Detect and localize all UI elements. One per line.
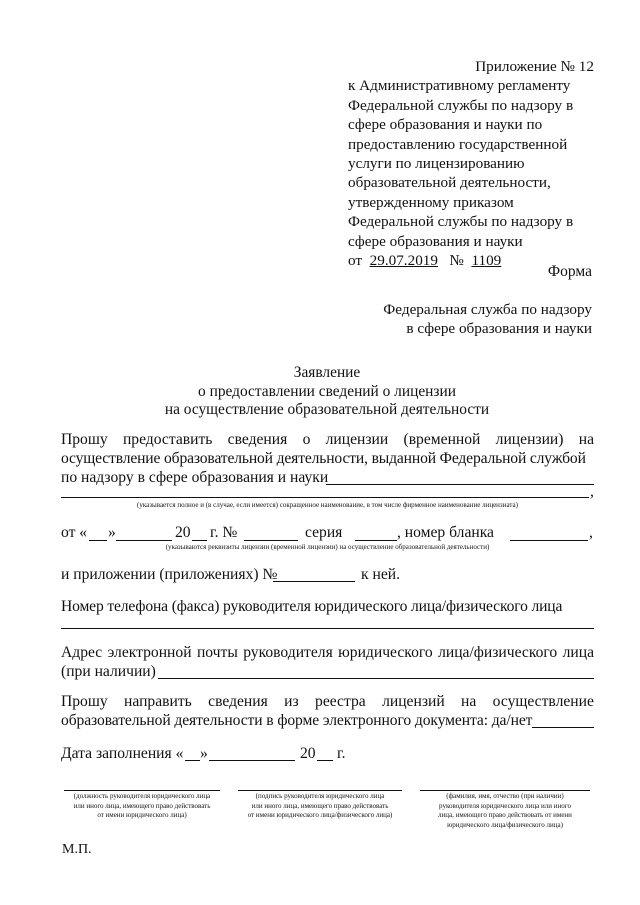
appendix-line: утвержденному приказом [348, 193, 514, 211]
appendix-line: сфере образования и науки [348, 232, 523, 250]
licensee-name-field[interactable] [326, 484, 594, 485]
appendices-suffix: к ней. [361, 566, 400, 583]
caption-line: юридического лица/физического лица) [447, 820, 563, 829]
form-label: Форма [547, 263, 592, 280]
word: электронной [107, 644, 192, 661]
request-line-2: осуществление образовательной деятельности, выданной Федеральной службой [61, 450, 586, 467]
order-date: 29.07.2019 [369, 252, 438, 270]
comma: , [589, 524, 593, 541]
agency-line: в сфере образования и науки [406, 320, 592, 337]
fill-year-field[interactable] [317, 760, 333, 761]
license-from-label: от « [61, 524, 88, 541]
license-number-label: г. № [210, 524, 238, 541]
fill-year-prefix: 20 [300, 745, 316, 762]
appendix-line: Федеральной службы по надзору в [348, 96, 574, 114]
series-field[interactable] [355, 540, 397, 541]
document-title [60, 364, 594, 420]
appendix-line: образовательной деятельности, [348, 174, 551, 192]
title-line: на осуществление образовательной деятельности [164, 401, 490, 419]
fill-date-label: Дата заполнения « [61, 745, 184, 762]
fill-year-suffix: г. [337, 745, 346, 762]
word: юридического [338, 644, 433, 661]
email-line-2: (при наличии) [61, 663, 156, 680]
word: осуществление [492, 693, 594, 710]
license-number-field[interactable] [244, 540, 298, 541]
word: на [461, 693, 477, 710]
email-field[interactable] [158, 678, 594, 679]
licensee-name-hint: (указывается полное и (в случае, если имеется) сокращенное наименование, в том числе фирменное наименование лицензиата) [137, 501, 518, 509]
phone-field[interactable] [61, 628, 594, 629]
blank-number-label: , номер бланка [397, 524, 494, 541]
appendices-label: и приложении (приложениях) № [61, 566, 278, 583]
appendices-number-field[interactable] [273, 581, 355, 582]
comma: , [590, 483, 594, 500]
caption-line: или иного лица, имеющего право действовать [251, 801, 389, 810]
word: (временной [403, 431, 481, 448]
appendix-line: предоставлению государственной [348, 135, 568, 153]
blank-number-field[interactable] [510, 540, 588, 541]
order-number: 1109 [471, 252, 502, 270]
appendix-line: Федеральной службы по надзору в [348, 213, 574, 231]
word: о [302, 431, 311, 448]
signature-field[interactable] [238, 790, 402, 791]
word: из [284, 693, 299, 710]
caption-line: от имени юридического лица/физического лица) [247, 811, 393, 819]
send-line-2: образовательной деятельности в форме электронного документа: да/нет [61, 712, 533, 729]
word: направить [124, 693, 192, 710]
word: лицензий [382, 693, 445, 710]
appendix-line: сфере образования и науки по [348, 116, 543, 134]
word: сведения [227, 431, 288, 448]
full-name-caption [416, 792, 594, 830]
signature-caption [232, 792, 408, 821]
series-label: серия [305, 524, 343, 541]
word: Прошу [61, 693, 108, 710]
request-line-3: по надзору в сфере образования и науки [61, 469, 329, 486]
word: Прошу [61, 431, 108, 448]
position-caption [58, 792, 226, 821]
word: руководителя [243, 644, 333, 661]
word: лицензии) [495, 431, 564, 448]
license-year-prefix: 20 [175, 524, 191, 541]
word: Адрес [61, 644, 103, 661]
appendix-line: услуги по лицензированию [348, 155, 525, 173]
stamp-placeholder: М.П. [62, 842, 92, 857]
yes-no-field[interactable] [532, 727, 594, 728]
agency-line: Федеральная служба по надзору [383, 301, 592, 318]
fill-month-field[interactable] [209, 760, 295, 761]
position-field[interactable] [64, 790, 220, 791]
word: лица/физического [438, 644, 558, 661]
email-line-1 [61, 644, 594, 662]
licensee-name-field-2[interactable] [61, 497, 589, 498]
title-line: о предоставлении сведений о лицензии [198, 382, 456, 400]
word: почты [196, 644, 238, 661]
agency-addressee [383, 300, 592, 338]
caption-line: (подпись руководителя юридического лица [255, 792, 385, 800]
caption-line: (должность руководителя юридического лица [73, 792, 211, 800]
caption-line: от имени юридического лица) [97, 811, 187, 819]
word: лица [562, 644, 594, 661]
license-details-hint: (указываются реквизиты лицензии (временной лицензии) на осуществление образовательной деятельности) [165, 543, 490, 551]
request-line-1 [61, 431, 594, 449]
word: на [578, 431, 594, 448]
quote-close: » [108, 524, 116, 541]
appendix-title: Приложение № 12 [475, 58, 594, 75]
caption-line: или иного лица, имеющего право действовать [73, 801, 211, 810]
fill-day-field[interactable] [185, 760, 200, 761]
word: реестра [315, 693, 366, 710]
full-name-field[interactable] [420, 790, 590, 791]
license-year-field[interactable] [192, 540, 207, 541]
caption-line: (фамилия, имя, отчество (при наличии) [446, 792, 564, 800]
order-from-label: от [348, 252, 363, 270]
title-line: Заявление [293, 364, 361, 381]
appendix-header [348, 57, 594, 270]
quote-close: » [200, 745, 208, 762]
caption-line: руководителя юридического лица или иного [439, 801, 571, 810]
word: лицензии [325, 431, 389, 448]
caption-line: лица, имеющего право действовать от имени [438, 811, 572, 819]
word: предоставить [122, 431, 213, 448]
appendix-line: к Административному регламенту [348, 77, 571, 95]
order-number-label: № [449, 252, 464, 270]
send-line-1 [61, 693, 594, 711]
phone-label: Номер телефона (факса) руководителя юридического лица/физического лица [61, 598, 563, 615]
license-day-field[interactable] [89, 540, 107, 541]
word: сведения [208, 693, 268, 710]
license-month-field[interactable] [116, 540, 172, 541]
